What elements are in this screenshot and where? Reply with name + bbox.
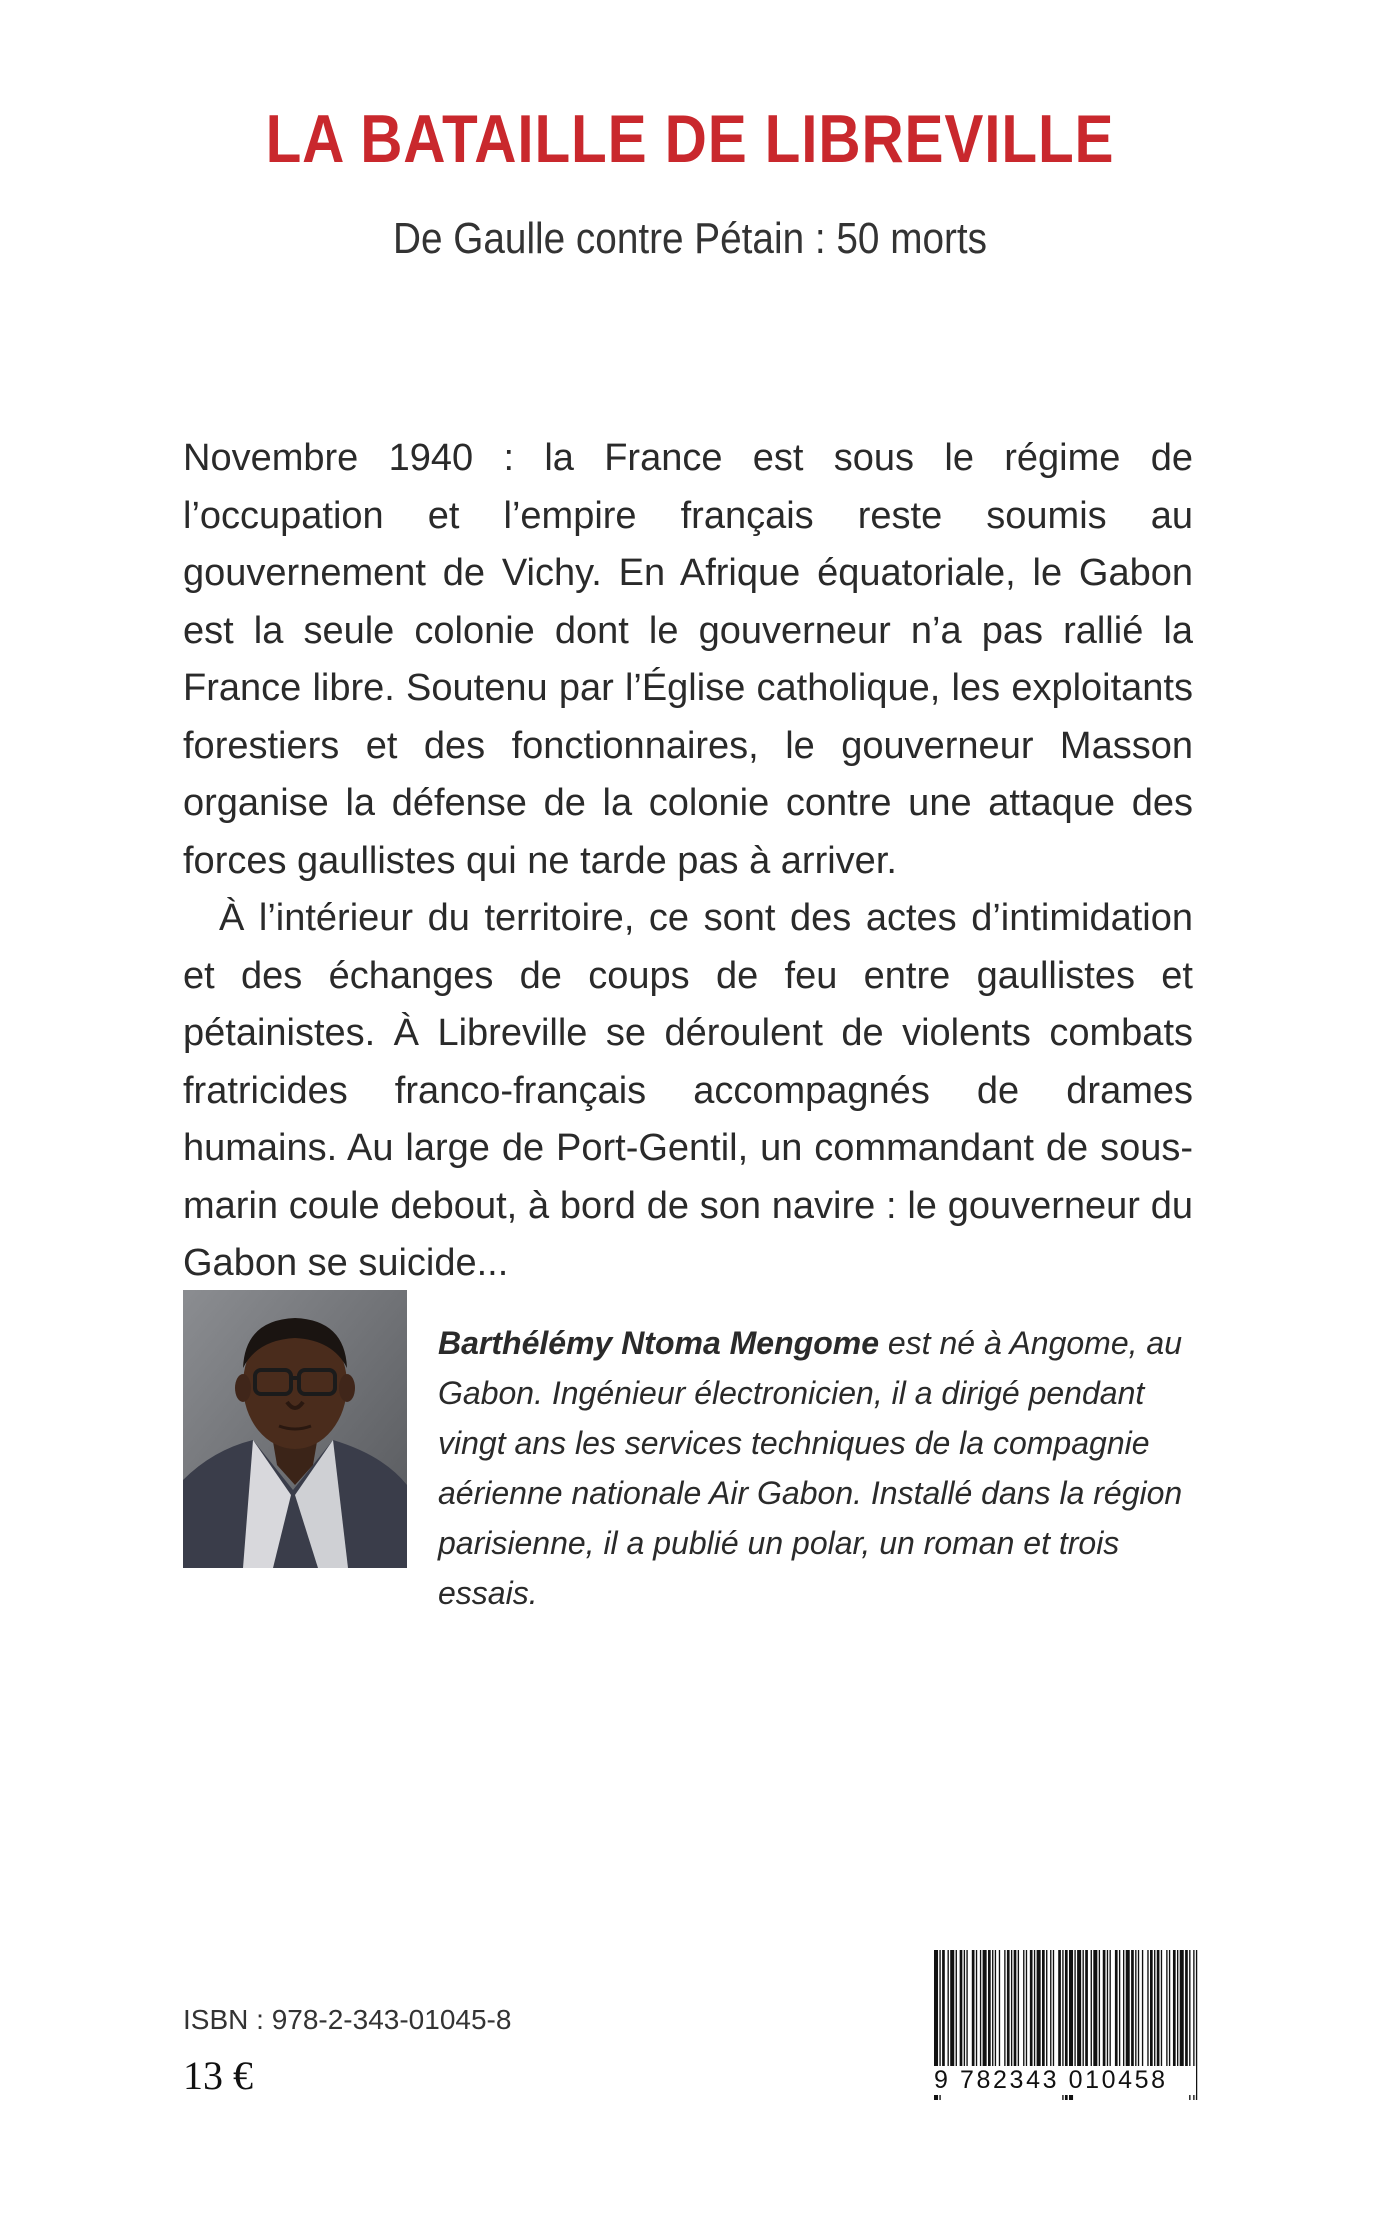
barcode-bar: [1161, 1950, 1162, 2070]
barcode-bar: [983, 1950, 987, 2070]
author-photo: [183, 1290, 407, 1568]
isbn-label: ISBN : 978-2-343-01045-8: [183, 2004, 512, 2035]
barcode-bar: [1123, 1950, 1124, 2070]
summary-paragraph-1: Novembre 1940 : la France est sous le régime de l’occupation et l’empire français reste soumis au gouvernement de Vichy. En Afrique équatoriale, le Gabon est la seule colonie dont le gouverneur n’a pas rallié la France libre. Soutenu par l’Église catholique, les exploitants forestiers et des fonctionnaires, le gouverneur Masson organise la défense de la colonie contre une attaque des forces gaullistes qui ne tarde pas à arriver.: [183, 437, 1193, 882]
barcode-bar: [1091, 1950, 1092, 2070]
barcode-bar: [980, 1950, 981, 2070]
barcode-bar: [1011, 1950, 1012, 2070]
barcode-bar: [1058, 1950, 1061, 2070]
barcode-bar: [1046, 1950, 1047, 2070]
barcode-bar: [1107, 1950, 1108, 2070]
summary-text: [183, 430, 1193, 1293]
barcode-bar: [1177, 1950, 1178, 2070]
book-title: LA BATAILLE DE LIBREVILLE: [265, 101, 1115, 177]
barcode-bar: [1110, 1950, 1111, 2070]
barcode-bar: [1099, 1950, 1100, 2070]
author-name: Barthélémy Ntoma Mengome: [438, 1325, 879, 1361]
barcode-bar: [1150, 1950, 1153, 2070]
barcode-bar: [1042, 1950, 1045, 2070]
author-bio-text: est né à Angome, au Gabon. Ingénieur électronicien, il a dirigé pendant vingt ans les services techniques de la compagnie aérienne nationale Air Gabon. Installé dans la région parisienne, il a publié un polar, un roman et trois essais.: [438, 1325, 1183, 1611]
barcode-bar: [995, 1950, 996, 2070]
barcode-bar: [1169, 1950, 1170, 2070]
barcode-bar: [976, 1950, 977, 2070]
barcode-bar: [1157, 1950, 1160, 2070]
barcode-bar: [1023, 1950, 1024, 2070]
barcode-bar: [1083, 1950, 1084, 2070]
barcode-bar: [1185, 1950, 1188, 2070]
barcode-bar: [1196, 1950, 1197, 2100]
barcode-bar: [1050, 1950, 1051, 2070]
barcode-bar: [1115, 1950, 1118, 2070]
barcode-bar: [950, 1950, 954, 2070]
barcode-bar: [1119, 1950, 1120, 2070]
barcode-bar: [1034, 1950, 1035, 2070]
summary-paragraph-2: À l’intérieur du territoire, ce sont des actes d’intimidation et des échanges de coups de feu entre gaullistes et pétainistes. À Libreville se déroulent de violents combats fratricides franco-français accompagnés de drames humains. Au large de Port-Gentil, un commandant de sous-marin coule debout, à bord de son navire : le gouverneur du Gabon se suicide...: [183, 897, 1193, 1284]
barcode-bar: [964, 1950, 965, 2070]
barcode-bar: [1074, 1950, 1075, 2070]
barcode-bar: [1037, 1950, 1041, 2070]
barcode-bar: [1030, 1950, 1033, 2070]
barcode-bar: [1154, 1950, 1155, 2070]
barcode-bar: [1131, 1950, 1134, 2070]
barcode-bar: [1166, 1950, 1167, 2070]
barcode-bar: [948, 1950, 949, 2070]
barcode-bar: [1138, 1950, 1139, 2070]
barcode-bar: [1026, 1950, 1027, 2070]
barcode-bar: [1018, 1950, 1019, 2070]
barcode-bar: [1077, 1950, 1081, 2070]
price-label: 13 €: [183, 2053, 253, 2098]
barcode-bar: [1004, 1950, 1005, 2070]
barcode-bar: [1135, 1950, 1136, 2070]
barcode-bar: [992, 1950, 993, 2070]
barcode-bar: [999, 1950, 1000, 2070]
barcode-bar: [956, 1950, 957, 2070]
barcode-bar: [1142, 1950, 1143, 2070]
barcode-bar: [1085, 1950, 1088, 2070]
barcode-bar: [1007, 1950, 1010, 2070]
barcode-digits: 9 782343 010458: [934, 2066, 1196, 2095]
barcode-bar: [942, 1950, 945, 2070]
barcode-bar: [1180, 1950, 1184, 2070]
barcode-bar: [1093, 1950, 1097, 2070]
barcode-bar: [1173, 1950, 1176, 2070]
barcode-bar: [960, 1950, 963, 2070]
barcode-bar: [1053, 1950, 1054, 2070]
barcode-bar: [988, 1950, 991, 2070]
barcode-bar: [1126, 1950, 1130, 2070]
author-bio: [438, 1318, 1198, 1618]
book-subtitle: De Gaulle contre Pétain : 50 morts: [393, 214, 987, 263]
barcode-bar: [972, 1950, 975, 2070]
barcode-bar: [1014, 1950, 1017, 2070]
barcode-bar: [1147, 1950, 1148, 2070]
barcode-bar: [1103, 1950, 1106, 2070]
barcode-bar: [966, 1950, 967, 2070]
